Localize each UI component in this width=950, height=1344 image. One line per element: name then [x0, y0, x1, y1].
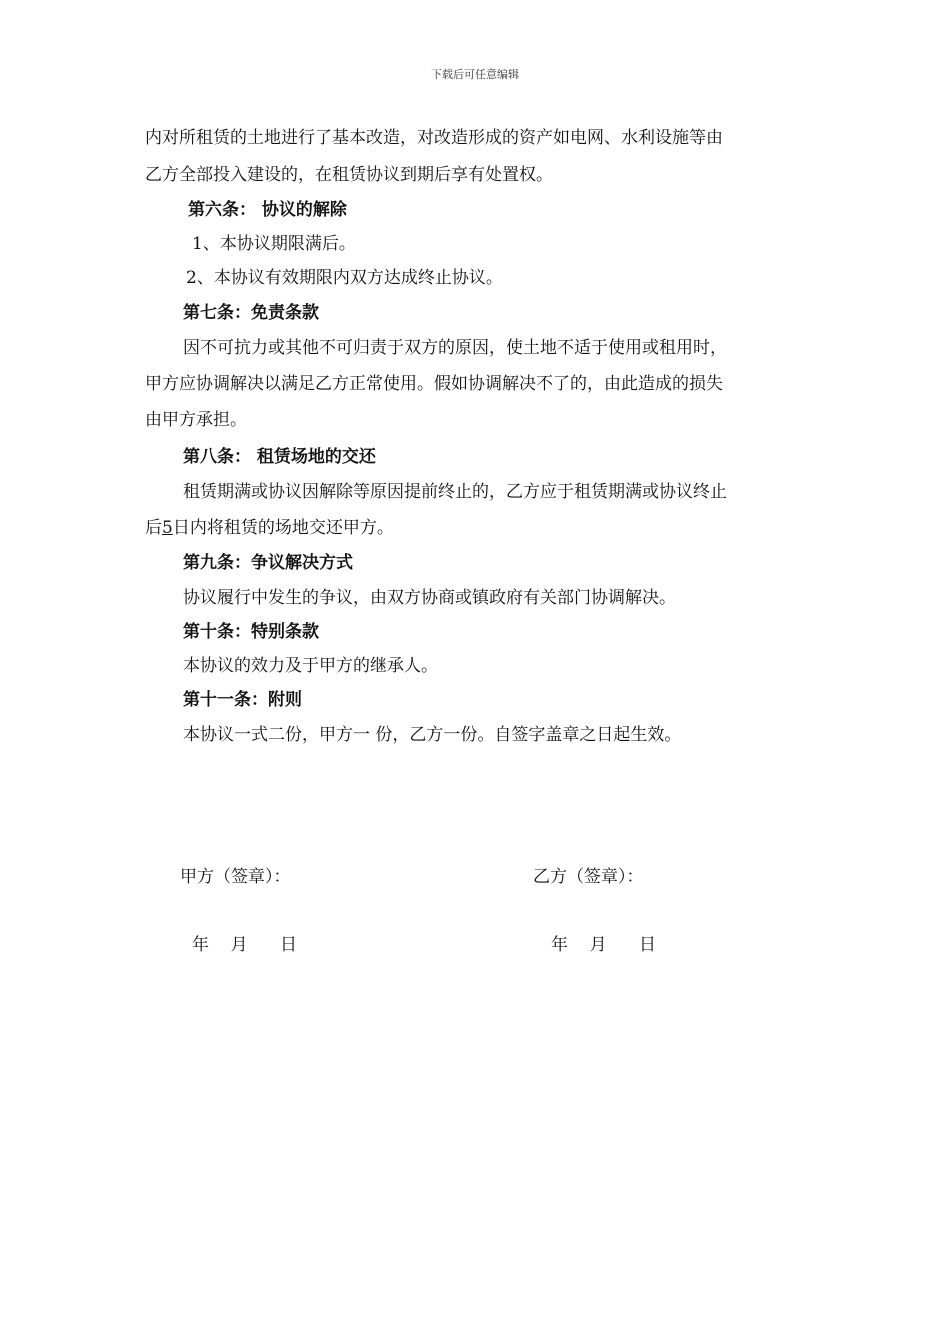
article-10-title: 第十条：特别条款 [183, 622, 319, 642]
paragraph-line: 乙方全部投入建设的，在租赁协议到期后享有处置权。 [145, 165, 553, 185]
text-segment: 后 [145, 518, 162, 538]
article-10-line: 本协议的效力及于甲方的继承人。 [183, 656, 438, 676]
article-8-line-2 [145, 518, 394, 538]
article-11-title: 第十一条：附则 [183, 690, 302, 710]
article-6-item-2: 2、本协议有效期限内双方达成终止协议。 [186, 268, 503, 288]
article-7-line: 由甲方承担。 [145, 410, 247, 430]
article-9-line: 协议履行中发生的争议，由双方协商或镇政府有关部门协调解决。 [183, 588, 676, 608]
article-11-line: 本协议一式二份，甲方一 份，乙方一份。自签字盖章之日起生效。 [183, 725, 682, 745]
article-7-line: 甲方应协调解决以满足乙方正常使用。假如协调解决不了的，由此造成的损失 [145, 374, 723, 394]
article-6-item-1: 1、本协议期限满后。 [192, 234, 356, 254]
party-b-signature-label: 乙方（签章）： [533, 867, 644, 887]
text-segment: 日内将租赁的场地交还甲方。 [172, 518, 394, 538]
party-a-signature-label: 甲方（签章）： [180, 867, 291, 887]
underlined-days: 5 [162, 518, 173, 538]
party-a-date: 年 月 日 [192, 935, 298, 955]
article-7-title: 第七条：免责条款 [183, 303, 319, 323]
party-b-date: 年 月 日 [551, 935, 657, 955]
article-6-title: 第六条： 协议的解除 [188, 200, 347, 220]
article-7-line: 因不可抗力或其他不可归责于双方的原因，使土地不适于使用或租用时， [183, 338, 727, 358]
paragraph-line: 内对所租赁的土地进行了基本改造，对改造形成的资产如电网、水利设施等由 [145, 128, 723, 148]
page-header: 下载后可任意编辑 [431, 68, 519, 81]
article-9-title: 第九条：争议解决方式 [183, 553, 353, 573]
article-8-line: 租赁期满或协议因解除等原因提前终止的，乙方应于租赁期满或协议终止 [183, 482, 727, 502]
article-8-title: 第八条： 租赁场地的交还 [183, 447, 376, 467]
